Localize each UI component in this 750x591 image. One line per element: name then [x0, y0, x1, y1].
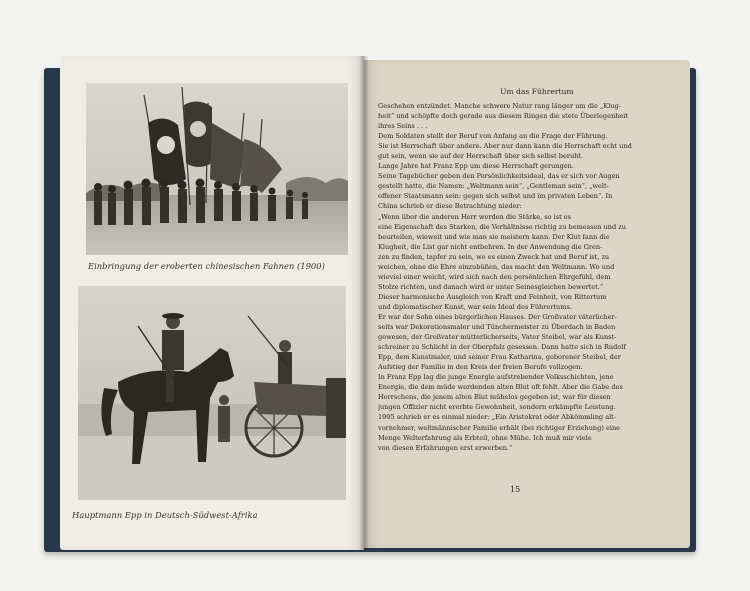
text-line: Menge Welterfahrung als Erbteil, ohne Mühe. Ich muß mir viele [378, 433, 592, 442]
text-line: Sie ist Herrschaft über andere. Aber nur dann kann die Herrschaft echt und [378, 142, 632, 151]
text-line: China schrieb er diese Betrachtung nieder: [378, 202, 522, 211]
text-line: wieviel einer weicht, wird sich nach den persönlichen Ehrgefühl, dem [378, 272, 611, 281]
text-line: Klugheit, die List gar nicht entbehren. In der Anwendung die Gren- [378, 242, 603, 251]
text-line: Lange Jahre hat Franz Epp um diese Herrschaft gerungen. [378, 162, 574, 171]
text-line: gut sein, wenn sie auf der Herrschaft über sich selbst beruht. [378, 152, 584, 161]
photo-flag-procession [86, 83, 348, 255]
book-gutter [360, 56, 368, 550]
text-line: Dem Soldaten stellt der Beruf von Anfang an die Frage der Führung. [378, 132, 608, 141]
text-line: Geschehen entzündet. Manche schwere Natur rang länger um die „Klug- [378, 102, 621, 110]
text-line: zen zu finden, tapfer zu sein, wo es einen Zweck hat und Beruf ist, zu [378, 252, 610, 261]
text-line: gestellt hatte, die Namen: „Weltmann sein“, „Gentleman sein“, „welt- [378, 182, 609, 191]
caption-flag-procession: Einbringung der eroberten chinesischen Fahnen (1900) [88, 261, 325, 271]
text-line: Herrschens, die jenem alten Blut mühelos gegeben ist, war für diesen [378, 393, 611, 402]
text-line: von diesen Erfahrungen erst erwerben.“ [378, 443, 513, 452]
text-line: Seine Tagebücher geben den Persönlichkeitsideal, das er sich vor Augen [378, 172, 620, 181]
text-line: In Franz Epp lag die junge Energie aufstrebender Volksschichten, jene [378, 373, 614, 382]
text-line: ihres Seins . . . [378, 122, 428, 131]
photo-officer-on-horse [78, 286, 346, 500]
text-line: Energie, die dem müde werdenden alten Blut oft fehlt. Aber die Gabe des [378, 383, 623, 392]
text-line: offener Staatsmann sein: gegen sich selbst und im privaten Leben“. In [378, 192, 613, 201]
text-line: jungen Offizier nicht ererbte Gewohnheit, sondern erkämpfte Leistung. [378, 403, 616, 412]
text-line: „Wenn über die anderen Herr werden die Stärke, so ist es [378, 212, 572, 221]
text-line: seits war Dekorationsmaler und Tünchermeister zu Überdach in Baden [378, 323, 616, 332]
text-line: gewesen, der Großvater mütterlicherseits, Vater Steibel, war als Kunst- [378, 333, 617, 342]
running-head: Um das Führertum [500, 87, 574, 96]
text-line: beurteilen, wieweit und wie man sie meistern kann. Der Klut fann die [378, 232, 610, 241]
page-number: 15 [510, 485, 521, 494]
caption-officer-on-horse: Hauptmann Epp in Deutsch-Südwest-Afrika [72, 510, 258, 520]
text-line: heit“ und schöpfte doch gerade aus diesem Ringen die stete Überlegenheit [378, 112, 628, 121]
text-line: eine Eigenschaft des Starken, die Verhältnisse richtig zu bemessen und zu [378, 222, 626, 231]
body-text [378, 101, 678, 453]
text-line: 1905 schrieb er es einmal nieder: „Ein Aristokrat oder Abkömmling alt- [378, 413, 617, 422]
text-line: schreiner zu Schlicht in der Oberpfalz gesessen. Dann hatte sich in Rudolf [378, 343, 626, 352]
text-line: Epp, dem Kunstmaler, und seiner Frau Katharina, geborener Steibel, der [378, 353, 621, 362]
text-line: Dieser harmonische Ausgleich von Kraft und Feinheit, von Rittertum [378, 292, 607, 301]
text-line: Stolze richten, und danach wird er unter Seinesgleichen bewertet.“ [378, 282, 604, 291]
text-line: Aufstieg der Familie in den Kreis der freien Berufe vollzogen. [378, 363, 583, 372]
text-line: vornehmer, weltmännischer Familie erhält (bei richtiger Erziehung) eine [378, 423, 621, 432]
text-line: und diplomatischer Kunst, war sein Ideal des Führertums. [378, 302, 572, 311]
text-line: weichen, ohne die Ehre einzubüßen, das macht den Weltmann. Wo und [378, 262, 615, 271]
text-line: Er war der Sohn eines bürgerlichen Hauses. Der Großvater väterlicher- [378, 312, 617, 321]
